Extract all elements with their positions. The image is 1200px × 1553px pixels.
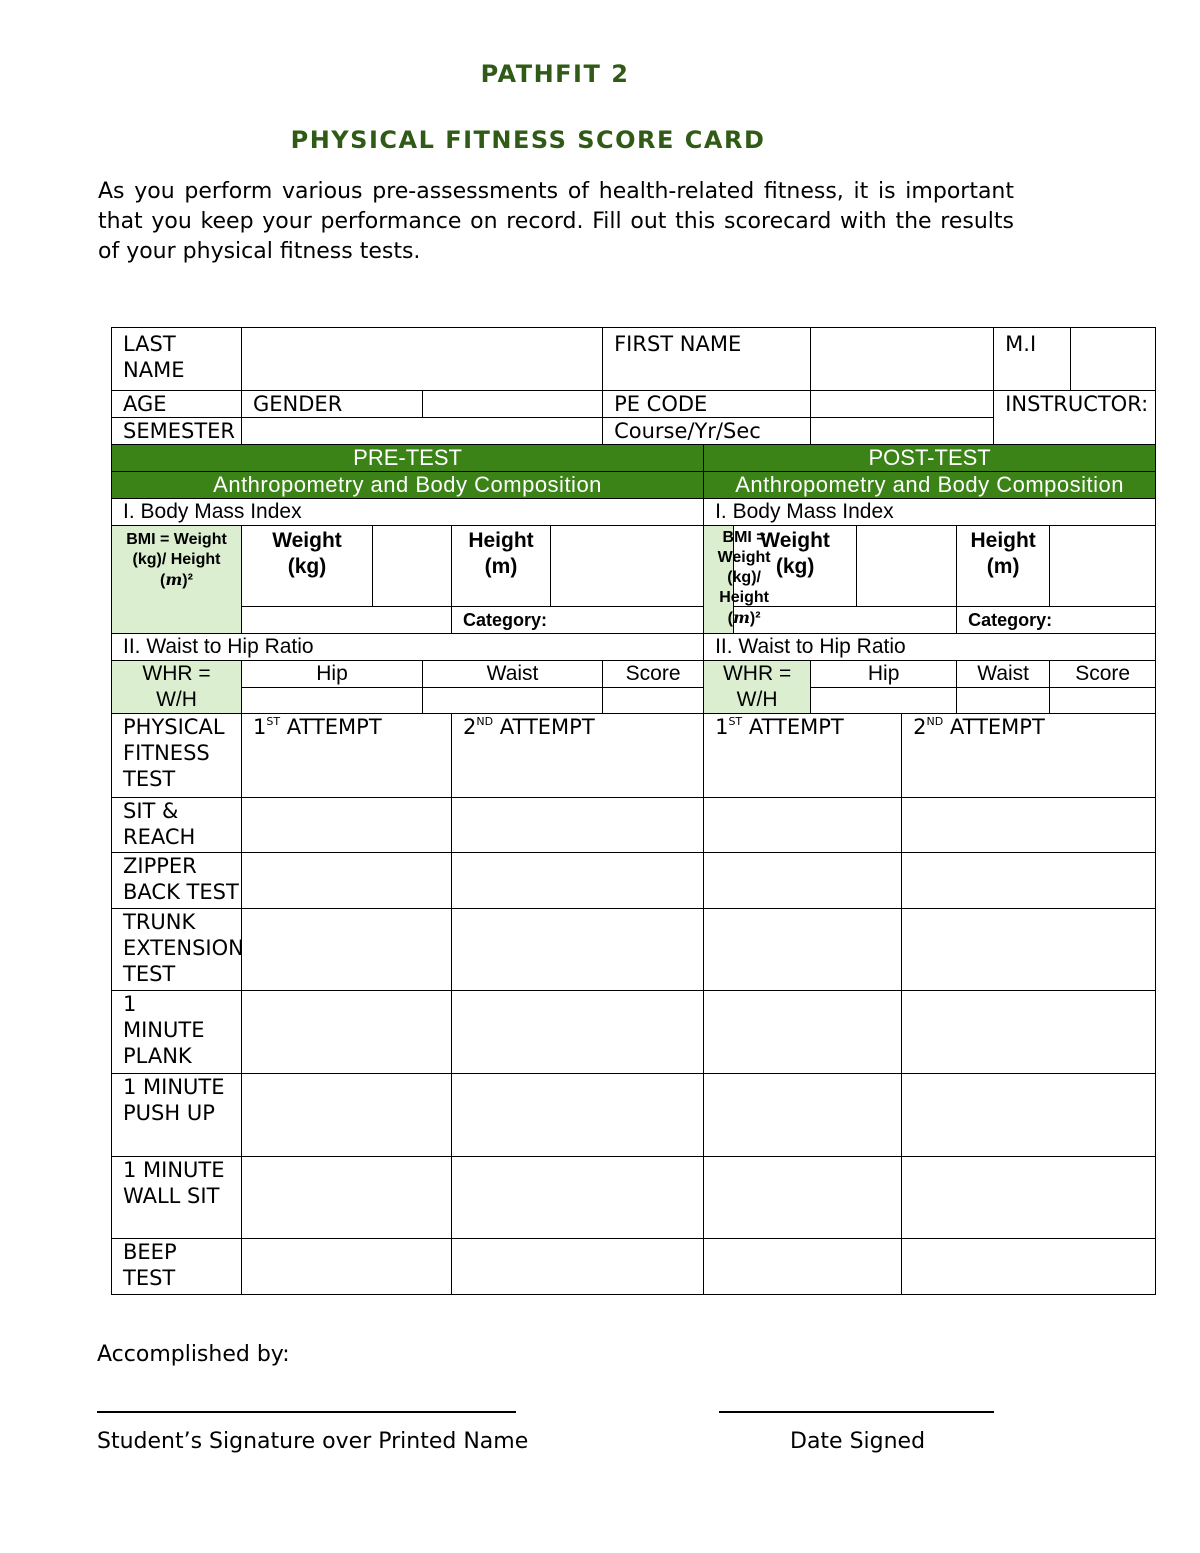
pe-code-label: PE CODE <box>603 391 811 418</box>
course-yr-sec-field[interactable] <box>811 418 994 445</box>
pre-hip-field[interactable] <box>242 688 423 714</box>
post-whr-title: II. Waist to Hip Ratio <box>704 634 1156 661</box>
post-hip-label: Hip <box>811 661 957 688</box>
meter-unit: m <box>165 570 183 589</box>
pre-height-label: Height (m) <box>452 526 551 607</box>
test-cell[interactable] <box>704 853 902 909</box>
post-weight-label: Weight (kg) <box>734 526 857 607</box>
post-test-header: POST-TEST <box>704 445 1156 472</box>
pre-bmi-formula: BMI = Weight (kg)/ Height (m)² <box>112 526 242 634</box>
instructor-label[interactable]: INSTRUCTOR: <box>994 391 1156 445</box>
pre-score-label: Score <box>603 661 704 688</box>
post-anthropometry-header: Anthropometry and Body Composition <box>704 472 1156 499</box>
post-height-label: Height (m) <box>957 526 1050 607</box>
test-cell[interactable] <box>704 991 902 1074</box>
test-cell[interactable] <box>452 853 704 909</box>
signature-line[interactable] <box>97 1411 516 1413</box>
pre-attempt-2-label: 2ND ATTEMPT <box>452 714 704 798</box>
test-cell[interactable] <box>902 909 1156 991</box>
test-cell[interactable] <box>242 1074 452 1157</box>
pre-waist-field[interactable] <box>423 688 603 714</box>
test-cell[interactable] <box>242 909 452 991</box>
test-cell[interactable] <box>704 1157 902 1239</box>
gender-label: GENDER <box>242 391 423 418</box>
post-bmi-title: I. Body Mass Index <box>704 499 1156 526</box>
post-height-field[interactable] <box>1050 526 1156 607</box>
first-name-field[interactable] <box>811 328 994 391</box>
mi-label: M.I <box>994 328 1071 391</box>
post-hip-field[interactable] <box>811 688 957 714</box>
test-wall-sit-label: 1 MINUTE WALL SIT <box>112 1157 242 1239</box>
physical-fitness-test-label: PHYSICAL FITNESS TEST <box>112 714 242 798</box>
test-trunk-extension-label: TRUNK EXTENSION TEST <box>112 909 242 991</box>
pre-test-header: PRE-TEST <box>112 445 704 472</box>
test-cell[interactable] <box>902 1157 1156 1239</box>
test-cell[interactable] <box>704 798 902 853</box>
intro-paragraph <box>98 177 1014 267</box>
post-waist-field[interactable] <box>957 688 1050 714</box>
test-cell[interactable] <box>242 1239 452 1295</box>
pre-attempt-1-label: 1ST ATTEMPT <box>242 714 452 798</box>
test-cell[interactable] <box>242 991 452 1074</box>
course-yr-sec-label: Course/Yr/Sec <box>603 418 811 445</box>
date-line[interactable] <box>719 1411 994 1413</box>
test-cell[interactable] <box>242 1157 452 1239</box>
test-cell[interactable] <box>452 798 704 853</box>
test-cell[interactable] <box>902 853 1156 909</box>
course-title: PATHFIT 2 <box>480 60 630 88</box>
post-attempt-2-label: 2ND ATTEMPT <box>902 714 1156 798</box>
last-name-label: LAST NAME <box>112 328 242 391</box>
test-beep-label: BEEP TEST <box>112 1239 242 1295</box>
ordinal-suffix: ST <box>266 715 281 728</box>
date-signed-label: Date Signed <box>790 1429 926 1454</box>
test-cell[interactable] <box>902 991 1156 1074</box>
test-cell[interactable] <box>452 1157 704 1239</box>
test-cell[interactable] <box>704 1074 902 1157</box>
pre-whr-title: II. Waist to Hip Ratio <box>112 634 704 661</box>
semester-field[interactable] <box>242 418 603 445</box>
age-label: AGE <box>112 391 242 418</box>
ordinal-suffix: ST <box>728 715 743 728</box>
ordinal-suffix: ND <box>476 715 494 728</box>
post-weight-field[interactable] <box>857 526 957 607</box>
pre-bmi-result-field[interactable] <box>242 607 452 634</box>
pre-height-field[interactable] <box>551 526 704 607</box>
post-score-label: Score <box>1050 661 1156 688</box>
pre-waist-label: Waist <box>423 661 603 688</box>
post-category-label[interactable]: Category: <box>957 607 1156 634</box>
score-card-table <box>111 327 1156 1295</box>
pre-anthropometry-header: Anthropometry and Body Composition <box>112 472 704 499</box>
last-name-field[interactable] <box>242 328 603 391</box>
test-cell[interactable] <box>704 1239 902 1295</box>
pre-whr-formula: WHR = W/H <box>112 661 242 714</box>
test-cell[interactable] <box>452 991 704 1074</box>
pre-weight-label: Weight (kg) <box>242 526 373 607</box>
test-cell[interactable] <box>902 1239 1156 1295</box>
test-cell[interactable] <box>704 909 902 991</box>
post-whr-formula: WHR = W/H <box>704 661 811 714</box>
post-bmi-formula: BMI = Weight (kg)/ Height (m)² <box>704 526 734 634</box>
accomplished-by-label: Accomplished by: <box>97 1342 290 1367</box>
test-cell[interactable] <box>902 798 1156 853</box>
pre-category-label[interactable]: Category: <box>452 607 704 634</box>
pre-score-field[interactable] <box>603 688 704 714</box>
intro-text: As you perform various pre-assessments of health-related fitness, it is important that you keep your performance on record. Fill out this scorecard with the results of your physical fitness tests. <box>98 179 1014 264</box>
pre-weight-field[interactable] <box>373 526 452 607</box>
test-cell[interactable] <box>902 1074 1156 1157</box>
semester-label: SEMESTER <box>112 418 242 445</box>
mi-field[interactable] <box>1071 328 1156 391</box>
test-cell[interactable] <box>452 909 704 991</box>
post-score-field[interactable] <box>1050 688 1156 714</box>
post-attempt-1-label: 1ST ATTEMPT <box>704 714 902 798</box>
ordinal-suffix: ND <box>926 715 944 728</box>
test-push-up-label: 1 MINUTE PUSH UP <box>112 1074 242 1157</box>
pre-hip-label: Hip <box>242 661 423 688</box>
test-cell[interactable] <box>452 1239 704 1295</box>
gender-field[interactable] <box>423 391 603 418</box>
post-waist-label: Waist <box>957 661 1050 688</box>
test-cell[interactable] <box>452 1074 704 1157</box>
pre-bmi-title: I. Body Mass Index <box>112 499 704 526</box>
pe-code-field[interactable] <box>811 391 994 418</box>
test-zipper-back-label: ZIPPER BACK TEST <box>112 853 242 909</box>
test-cell[interactable] <box>242 853 452 909</box>
test-cell[interactable] <box>242 798 452 853</box>
test-sit-reach-label: SIT & REACH <box>112 798 242 853</box>
meter-unit: m <box>732 608 750 627</box>
page-title: PHYSICAL FITNESS SCORE CARD <box>290 126 766 154</box>
first-name-label: FIRST NAME <box>603 328 811 391</box>
signature-label: Student’s Signature over Printed Name <box>97 1429 529 1454</box>
test-plank-label: 1 MINUTE PLANK <box>112 991 242 1074</box>
post-bmi-result-field[interactable] <box>734 607 957 634</box>
